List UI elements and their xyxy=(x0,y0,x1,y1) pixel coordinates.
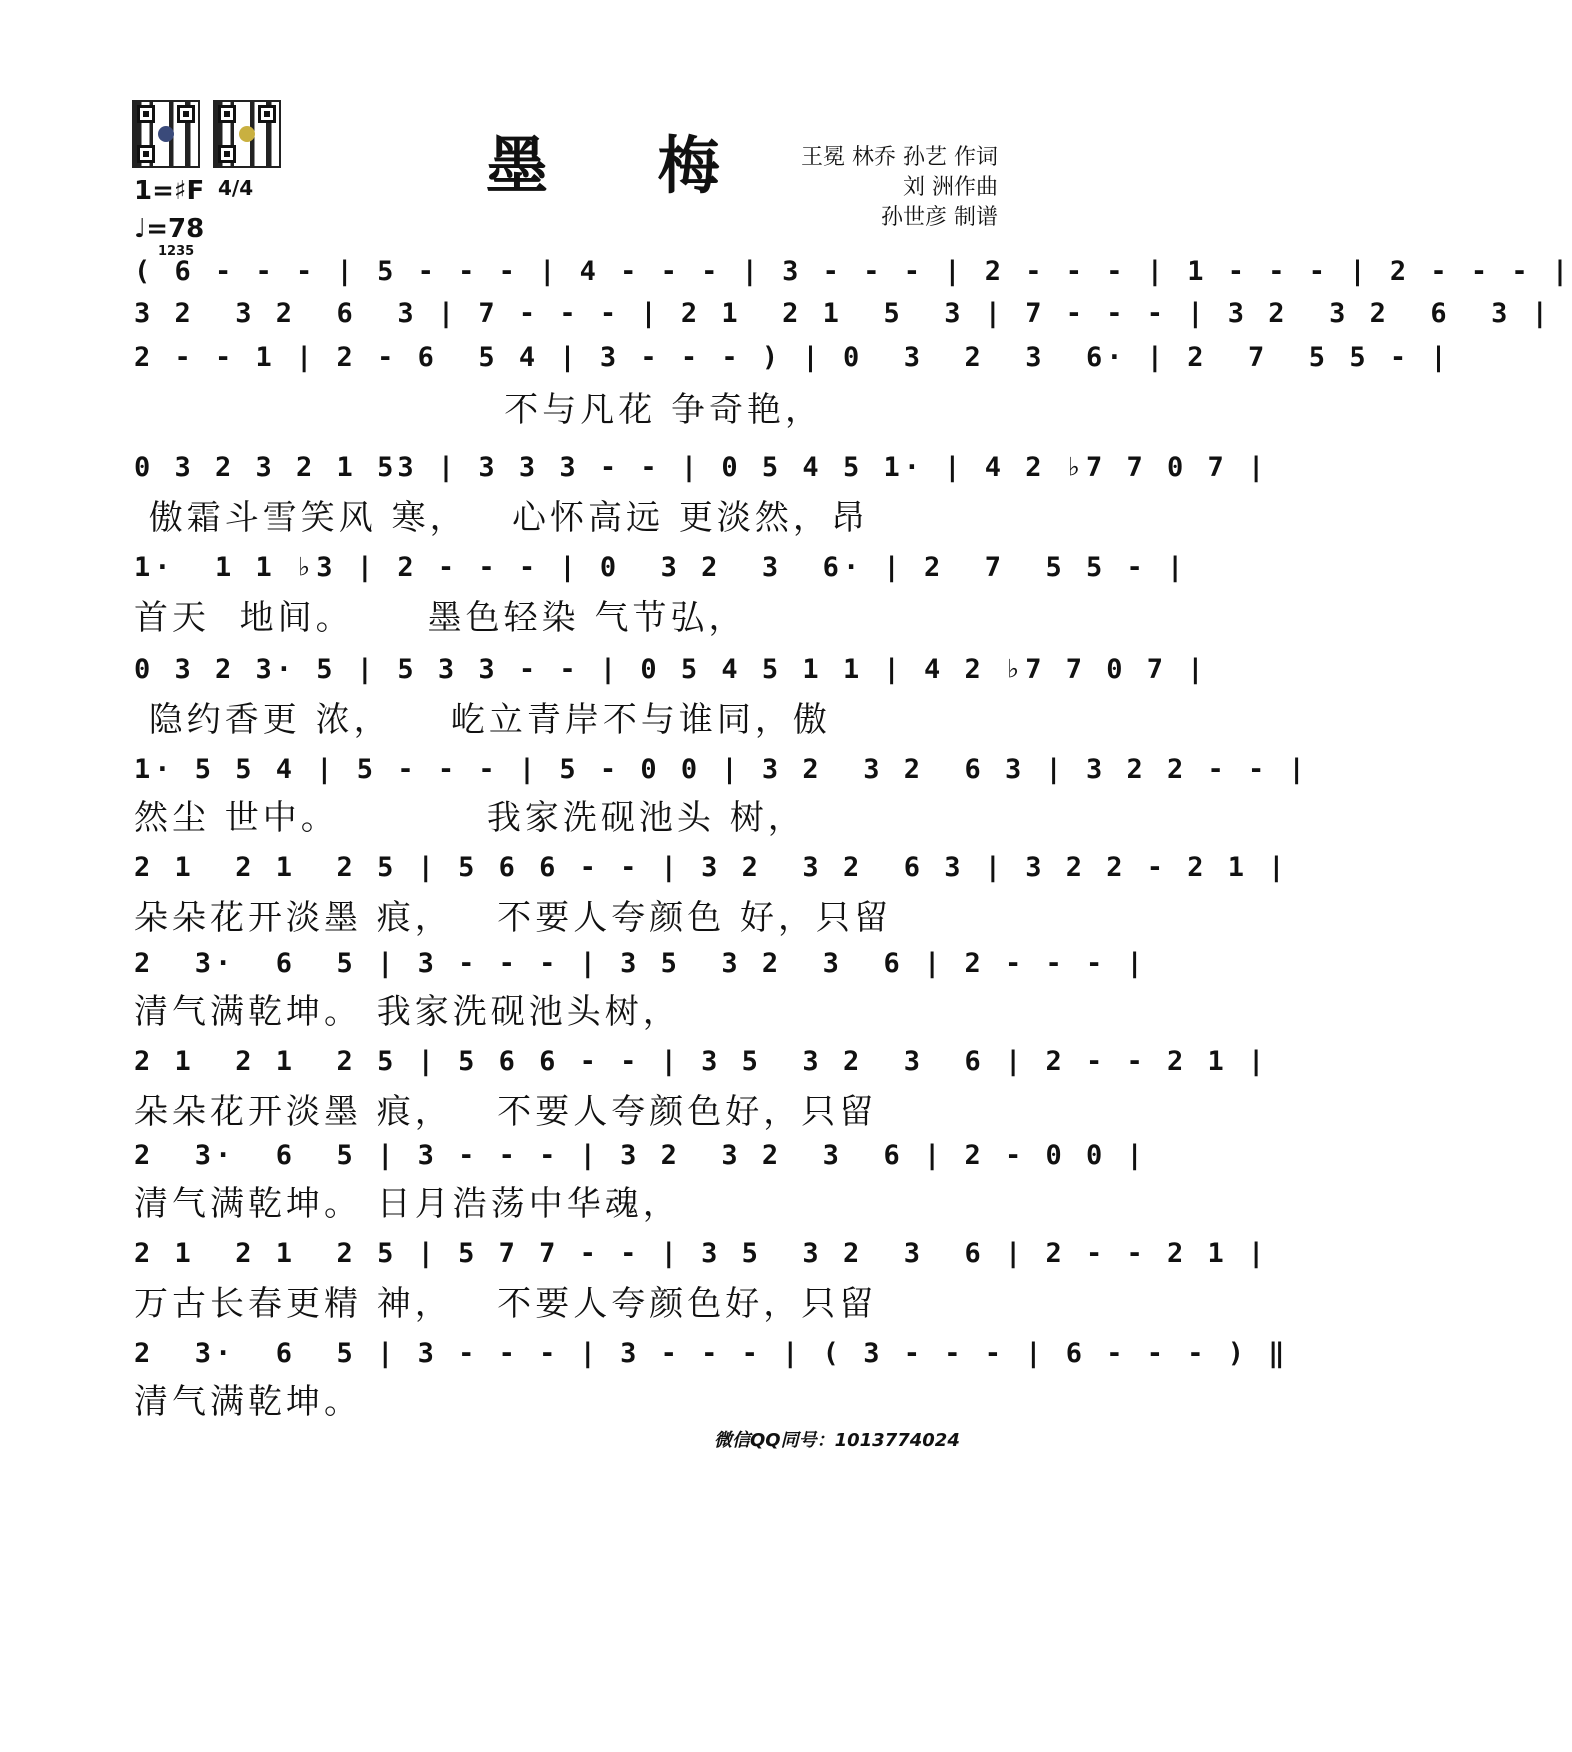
lyrics-line-9: 清气满乾坤。 我家洗砚池头树， xyxy=(134,992,681,1032)
song-title: 墨 梅 xyxy=(486,129,764,202)
score-line-5: 1· 1 1 ♭3 | 2 - - - | 0 3 2 3 6· | 2 7 5 5 - | xyxy=(134,552,1188,583)
score-line-13: 2 3· 6 5 | 3 - - - | 3 - - - | ( 3 - - - | 6 - - - ) ‖ xyxy=(134,1338,1289,1369)
contact-info: 微信QQ同号：1013774024 xyxy=(714,1430,960,1451)
composer-credit: 刘 洲作曲 xyxy=(903,175,998,200)
score-line-9: 2 3· 6 5 | 3 - - - | 3 5 3 2 3 6 | 2 - - - | xyxy=(134,948,1147,979)
score-line-4: 0 3 2 3 2 1 53 | 3 3 3 - - | 0 5 4 5 1· | 4 2 ♭7 7 0 7 | xyxy=(134,452,1269,483)
transcriber-credit: 孙世彦 制谱 xyxy=(881,205,998,230)
score-line-12: 2 1 2 1 2 5 | 5 7 7 - - | 3 5 3 2 3 6 | 2 - - 2 1 | xyxy=(134,1238,1269,1269)
score-line-8: 2 1 2 1 2 5 | 5 6 6 - - | 3 2 3 2 6 3 | 3 2 2 - 2 1 | xyxy=(134,852,1289,883)
lyrics-line-12: 万古长春更精 神， 不要人夸颜色好，只留 xyxy=(134,1284,878,1324)
qr-code-left xyxy=(132,100,200,168)
score-line-1: ( 6 - - - | 5 - - - | 4 - - - | 3 - - - | 2 - - - | 1 - - - | 2 - - - | xyxy=(134,256,1572,287)
lyricist-credit: 王冕 林乔 孙艺 作词 xyxy=(801,145,998,170)
qr-code-right xyxy=(213,100,281,168)
lyrics-line-7: 然尘 世中。 我家洗砚池头 树， xyxy=(134,798,806,838)
lyrics-line-8: 朵朵花开淡墨 痕， 不要人夸颜色 好，只留 xyxy=(134,898,893,938)
time-signature: 4/4 xyxy=(218,176,254,200)
tempo-marking: ♩=78 xyxy=(134,214,205,244)
lyrics-line-3: 不与凡花 争奇艳， xyxy=(134,390,823,430)
score-line-2: 3 2 3 2 6 3 | 7 - - - | 2 1 2 1 5 3 | 7 - - - | 3 2 3 2 6 3 | xyxy=(134,298,1552,329)
lyrics-line-11: 清气满乾坤。 日月浩荡中华魂， xyxy=(134,1184,681,1224)
lyrics-line-5: 首天 地间。 墨色轻染 气节弘， xyxy=(134,598,747,638)
lyrics-line-13: 清气满乾坤。 xyxy=(134,1382,362,1422)
lyrics-line-4: 傲霜斗雪笑风 寒， 心怀高远 更淡然，昂 xyxy=(134,498,869,538)
score-line-6: 0 3 2 3· 5 | 5 3 3 - - | 0 5 4 5 1 1 | 4 2 ♭7 7 0 7 | xyxy=(134,654,1208,685)
lyrics-line-10: 朵朵花开淡墨 痕， 不要人夸颜色好，只留 xyxy=(134,1092,878,1132)
score-line-11: 2 3· 6 5 | 3 - - - | 3 2 3 2 3 6 | 2 - 0 0 | xyxy=(134,1140,1147,1171)
score-line-3: 2 - - 1 | 2 - 6 5 4 | 3 - - - ) | 0 3 2 3 6· | 2 7 5 5 - | xyxy=(134,342,1451,373)
key-signature: 1=♯F xyxy=(134,176,205,206)
score-line-7: 1· 5 5 4 | 5 - - - | 5 - 0 0 | 3 2 3 2 6 3 | 3 2 2 - - | xyxy=(134,754,1309,785)
grace-note: 1235 xyxy=(158,244,195,259)
lyrics-line-6: 隐约香更 浓， 屹立青岸不与谁同，傲 xyxy=(134,700,831,740)
score-line-10: 2 1 2 1 2 5 | 5 6 6 - - | 3 5 3 2 3 6 | 2 - - 2 1 | xyxy=(134,1046,1269,1077)
